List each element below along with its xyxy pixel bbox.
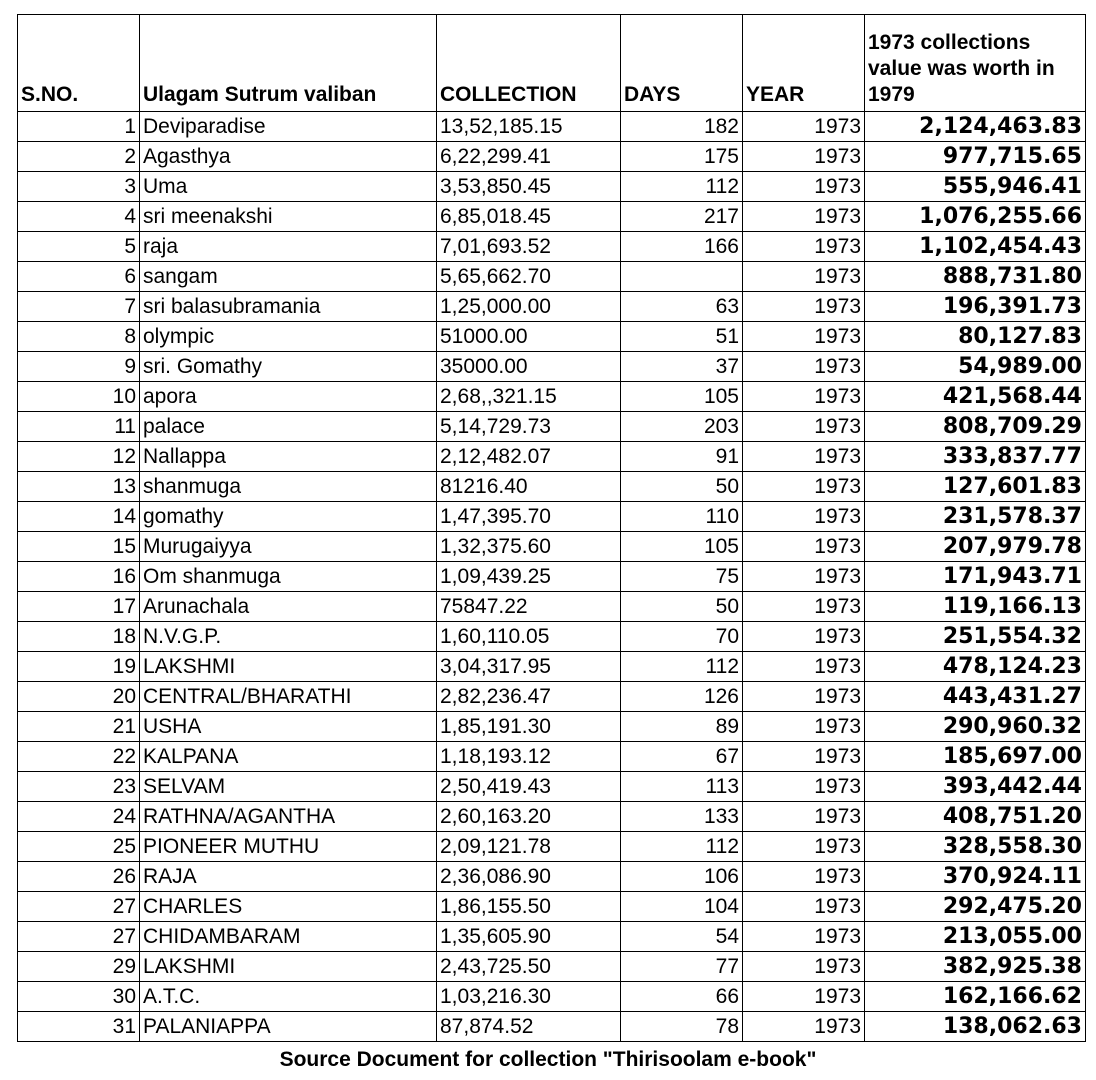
cell-year: 1973 — [743, 892, 865, 922]
cell-days: 112 — [621, 652, 743, 682]
cell-collection: 1,86,155.50 — [437, 892, 621, 922]
cell-theatre: SELVAM — [140, 772, 437, 802]
cell-worth-1979: 207,979.78 — [865, 532, 1086, 562]
cell-worth-1979: 290,960.32 — [865, 712, 1086, 742]
cell-theatre: Deviparadise — [140, 112, 437, 142]
table-row — [18, 352, 1086, 382]
cell-sno: 6 — [18, 262, 140, 292]
cell-theatre: Om shanmuga — [140, 562, 437, 592]
table-row — [18, 472, 1086, 502]
cell-sno: 13 — [18, 472, 140, 502]
cell-collection: 2,36,086.90 — [437, 862, 621, 892]
table-row — [18, 532, 1086, 562]
cell-worth-1979: 328,558.30 — [865, 832, 1086, 862]
cell-worth-1979: 80,127.83 — [865, 322, 1086, 352]
cell-year: 1973 — [743, 232, 865, 262]
cell-sno: 25 — [18, 832, 140, 862]
cell-sno: 8 — [18, 322, 140, 352]
cell-days: 70 — [621, 622, 743, 652]
cell-sno: 31 — [18, 1012, 140, 1042]
cell-sno: 24 — [18, 802, 140, 832]
source-note: Source Document for collection "Thirisoolam e-book" — [279, 1048, 817, 1071]
cell-sno: 2 — [18, 142, 140, 172]
cell-year: 1973 — [743, 532, 865, 562]
cell-days: 77 — [621, 952, 743, 982]
cell-collection: 2,60,163.20 — [437, 802, 621, 832]
cell-sno: 7 — [18, 292, 140, 322]
cell-theatre: N.V.G.P. — [140, 622, 437, 652]
cell-worth-1979: 382,925.38 — [865, 952, 1086, 982]
table-row — [18, 292, 1086, 322]
cell-theatre: raja — [140, 232, 437, 262]
cell-days: 133 — [621, 802, 743, 832]
table-row — [18, 112, 1086, 142]
cell-sno: 26 — [18, 862, 140, 892]
cell-theatre: Arunachala — [140, 592, 437, 622]
cell-worth-1979: 54,989.00 — [865, 352, 1086, 382]
cell-days: 78 — [621, 1012, 743, 1042]
cell-theatre: sri balasubramania — [140, 292, 437, 322]
cell-collection: 87,874.52 — [437, 1012, 621, 1042]
cell-worth-1979: 1,102,454.43 — [865, 232, 1086, 262]
header-sno: S.NO. — [18, 15, 140, 112]
cell-sno: 9 — [18, 352, 140, 382]
cell-days: 175 — [621, 142, 743, 172]
cell-worth-1979: 808,709.29 — [865, 412, 1086, 442]
cell-sno: 21 — [18, 712, 140, 742]
table-row — [18, 952, 1086, 982]
cell-days: 113 — [621, 772, 743, 802]
cell-worth-1979: 292,475.20 — [865, 892, 1086, 922]
cell-theatre: Murugaiyya — [140, 532, 437, 562]
cell-sno: 27 — [18, 892, 140, 922]
cell-collection: 1,60,110.05 — [437, 622, 621, 652]
cell-collection: 6,22,299.41 — [437, 142, 621, 172]
cell-year: 1973 — [743, 1012, 865, 1042]
cell-sno: 12 — [18, 442, 140, 472]
cell-sno: 30 — [18, 982, 140, 1012]
cell-theatre: Agasthya — [140, 142, 437, 172]
cell-collection: 1,85,191.30 — [437, 712, 621, 742]
header-collection: COLLECTION — [437, 15, 621, 112]
header-theatre: Ulagam Sutrum valiban — [140, 15, 437, 112]
cell-collection: 2,43,725.50 — [437, 952, 621, 982]
cell-collection: 1,25,000.00 — [437, 292, 621, 322]
cell-theatre: CHIDAMBARAM — [140, 922, 437, 952]
cell-year: 1973 — [743, 322, 865, 352]
table-row — [18, 172, 1086, 202]
cell-days: 75 — [621, 562, 743, 592]
cell-collection: 3,53,850.45 — [437, 172, 621, 202]
header-days: DAYS — [621, 15, 743, 112]
table-row — [18, 712, 1086, 742]
cell-year: 1973 — [743, 562, 865, 592]
cell-year: 1973 — [743, 862, 865, 892]
cell-days: 106 — [621, 862, 743, 892]
cell-collection: 5,65,662.70 — [437, 262, 621, 292]
cell-worth-1979: 370,924.11 — [865, 862, 1086, 892]
cell-days: 104 — [621, 892, 743, 922]
table-row — [18, 772, 1086, 802]
cell-days: 110 — [621, 502, 743, 532]
cell-year: 1973 — [743, 502, 865, 532]
cell-theatre: CHARLES — [140, 892, 437, 922]
cell-worth-1979: 408,751.20 — [865, 802, 1086, 832]
table-row — [18, 982, 1086, 1012]
cell-year: 1973 — [743, 922, 865, 952]
cell-worth-1979: 231,578.37 — [865, 502, 1086, 532]
cell-days: 50 — [621, 472, 743, 502]
table-row — [18, 832, 1086, 862]
cell-days: 50 — [621, 592, 743, 622]
cell-year: 1973 — [743, 982, 865, 1012]
cell-theatre: palace — [140, 412, 437, 442]
cell-theatre: gomathy — [140, 502, 437, 532]
cell-year: 1973 — [743, 472, 865, 502]
cell-days: 166 — [621, 232, 743, 262]
header-worth-1979: 1973 collections value was worth in 1979 — [865, 15, 1086, 112]
table-row — [18, 892, 1086, 922]
cell-theatre: A.T.C. — [140, 982, 437, 1012]
cell-year: 1973 — [743, 772, 865, 802]
cell-theatre: shanmuga — [140, 472, 437, 502]
cell-collection: 2,12,482.07 — [437, 442, 621, 472]
cell-days: 89 — [621, 712, 743, 742]
cell-theatre: sri meenakshi — [140, 202, 437, 232]
cell-year: 1973 — [743, 442, 865, 472]
cell-theatre: PALANIAPPA — [140, 1012, 437, 1042]
cell-worth-1979: 1,076,255.66 — [865, 202, 1086, 232]
table-row — [18, 232, 1086, 262]
cell-theatre: sangam — [140, 262, 437, 292]
table-row — [18, 592, 1086, 622]
table-row — [18, 262, 1086, 292]
cell-worth-1979: 171,943.71 — [865, 562, 1086, 592]
table-row — [18, 1012, 1086, 1042]
cell-collection: 2,09,121.78 — [437, 832, 621, 862]
cell-collection: 2,68,,321.15 — [437, 382, 621, 412]
cell-days: 112 — [621, 172, 743, 202]
cell-sno: 17 — [18, 592, 140, 622]
cell-year: 1973 — [743, 802, 865, 832]
cell-sno: 19 — [18, 652, 140, 682]
cell-collection: 1,32,375.60 — [437, 532, 621, 562]
cell-worth-1979: 421,568.44 — [865, 382, 1086, 412]
table-row — [18, 382, 1086, 412]
cell-days: 91 — [621, 442, 743, 472]
header-row — [18, 15, 1086, 112]
cell-theatre: Nallappa — [140, 442, 437, 472]
cell-collection: 6,85,018.45 — [437, 202, 621, 232]
collections-table — [17, 14, 1086, 1042]
cell-year: 1973 — [743, 352, 865, 382]
cell-year: 1973 — [743, 832, 865, 862]
cell-year: 1973 — [743, 142, 865, 172]
table-row — [18, 202, 1086, 232]
cell-sno: 4 — [18, 202, 140, 232]
table-row — [18, 922, 1086, 952]
cell-collection: 2,50,419.43 — [437, 772, 621, 802]
cell-days: 105 — [621, 382, 743, 412]
cell-days: 203 — [621, 412, 743, 442]
cell-theatre: CENTRAL/BHARATHI — [140, 682, 437, 712]
cell-worth-1979: 138,062.63 — [865, 1012, 1086, 1042]
cell-year: 1973 — [743, 172, 865, 202]
cell-days: 66 — [621, 982, 743, 1012]
cell-theatre: olympic — [140, 322, 437, 352]
cell-days: 112 — [621, 832, 743, 862]
cell-year: 1973 — [743, 952, 865, 982]
cell-year: 1973 — [743, 382, 865, 412]
cell-days: 51 — [621, 322, 743, 352]
cell-sno: 20 — [18, 682, 140, 712]
cell-sno: 29 — [18, 952, 140, 982]
cell-days: 105 — [621, 532, 743, 562]
cell-theatre: LAKSHMI — [140, 952, 437, 982]
cell-worth-1979: 393,442.44 — [865, 772, 1086, 802]
cell-sno: 23 — [18, 772, 140, 802]
cell-theatre: USHA — [140, 712, 437, 742]
cell-worth-1979: 196,391.73 — [865, 292, 1086, 322]
cell-sno: 14 — [18, 502, 140, 532]
cell-collection: 81216.40 — [437, 472, 621, 502]
header-year: YEAR — [743, 15, 865, 112]
table-row — [18, 442, 1086, 472]
cell-collection: 1,09,439.25 — [437, 562, 621, 592]
cell-theatre: Uma — [140, 172, 437, 202]
table-row — [18, 322, 1086, 352]
cell-collection: 51000.00 — [437, 322, 621, 352]
cell-days: 54 — [621, 922, 743, 952]
cell-collection: 13,52,185.15 — [437, 112, 621, 142]
cell-worth-1979: 119,166.13 — [865, 592, 1086, 622]
cell-year: 1973 — [743, 652, 865, 682]
table-row — [18, 862, 1086, 892]
cell-sno: 1 — [18, 112, 140, 142]
table-row — [18, 502, 1086, 532]
table-row — [18, 742, 1086, 772]
cell-days: 217 — [621, 202, 743, 232]
cell-sno: 3 — [18, 172, 140, 202]
table-row — [18, 802, 1086, 832]
cell-worth-1979: 127,601.83 — [865, 472, 1086, 502]
table-row — [18, 622, 1086, 652]
cell-days: 182 — [621, 112, 743, 142]
cell-theatre: PIONEER MUTHU — [140, 832, 437, 862]
cell-worth-1979: 333,837.77 — [865, 442, 1086, 472]
cell-sno: 11 — [18, 412, 140, 442]
cell-theatre: LAKSHMI — [140, 652, 437, 682]
cell-worth-1979: 888,731.80 — [865, 262, 1086, 292]
cell-year: 1973 — [743, 262, 865, 292]
table-body — [18, 112, 1086, 1042]
cell-worth-1979: 185,697.00 — [865, 742, 1086, 772]
cell-year: 1973 — [743, 622, 865, 652]
cell-theatre: apora — [140, 382, 437, 412]
cell-collection: 1,18,193.12 — [437, 742, 621, 772]
cell-year: 1973 — [743, 112, 865, 142]
table-row — [18, 682, 1086, 712]
cell-worth-1979: 443,431.27 — [865, 682, 1086, 712]
table-row — [18, 412, 1086, 442]
cell-days: 126 — [621, 682, 743, 712]
cell-worth-1979: 251,554.32 — [865, 622, 1086, 652]
cell-sno: 22 — [18, 742, 140, 772]
cell-collection: 1,03,216.30 — [437, 982, 621, 1012]
cell-theatre: KALPANA — [140, 742, 437, 772]
cell-collection: 3,04,317.95 — [437, 652, 621, 682]
cell-theatre: RAJA — [140, 862, 437, 892]
cell-year: 1973 — [743, 292, 865, 322]
cell-collection: 1,35,605.90 — [437, 922, 621, 952]
cell-sno: 18 — [18, 622, 140, 652]
cell-sno: 10 — [18, 382, 140, 412]
cell-days: 67 — [621, 742, 743, 772]
cell-days — [621, 262, 743, 292]
cell-collection: 1,47,395.70 — [437, 502, 621, 532]
cell-sno: 15 — [18, 532, 140, 562]
cell-year: 1973 — [743, 712, 865, 742]
table-row — [18, 142, 1086, 172]
cell-theatre: RATHNA/AGANTHA — [140, 802, 437, 832]
cell-days: 63 — [621, 292, 743, 322]
cell-worth-1979: 2,124,463.83 — [865, 112, 1086, 142]
cell-year: 1973 — [743, 412, 865, 442]
cell-sno: 27 — [18, 922, 140, 952]
cell-collection: 35000.00 — [437, 352, 621, 382]
cell-year: 1973 — [743, 592, 865, 622]
cell-sno: 5 — [18, 232, 140, 262]
cell-worth-1979: 213,055.00 — [865, 922, 1086, 952]
cell-collection: 2,82,236.47 — [437, 682, 621, 712]
cell-worth-1979: 555,946.41 — [865, 172, 1086, 202]
cell-collection: 7,01,693.52 — [437, 232, 621, 262]
cell-year: 1973 — [743, 682, 865, 712]
cell-year: 1973 — [743, 742, 865, 772]
cell-days: 37 — [621, 352, 743, 382]
cell-collection: 75847.22 — [437, 592, 621, 622]
cell-worth-1979: 478,124.23 — [865, 652, 1086, 682]
cell-worth-1979: 162,166.62 — [865, 982, 1086, 1012]
table-row — [18, 652, 1086, 682]
cell-sno: 16 — [18, 562, 140, 592]
cell-collection: 5,14,729.73 — [437, 412, 621, 442]
cell-year: 1973 — [743, 202, 865, 232]
cell-theatre: sri. Gomathy — [140, 352, 437, 382]
cell-worth-1979: 977,715.65 — [865, 142, 1086, 172]
table-row — [18, 562, 1086, 592]
